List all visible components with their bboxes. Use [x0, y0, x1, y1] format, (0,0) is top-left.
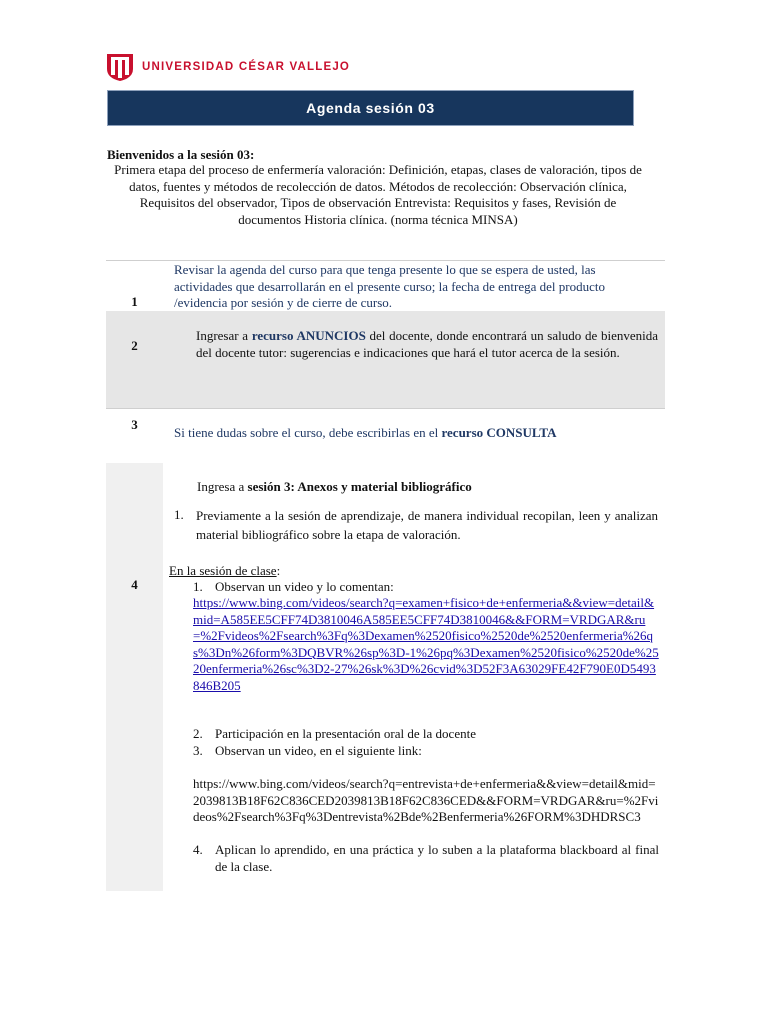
- ucv-shield-icon: [106, 52, 134, 82]
- step-number: 4.: [193, 842, 203, 857]
- step-text: Observan un video y lo comentan:: [215, 579, 394, 594]
- item-text: Previamente a la sesión de aprendizaje, de manera individual recopilan, leen y analizan material bibliográfico sobre la etapa de valoración.: [196, 508, 658, 542]
- step-text: Aplican lo aprendido, en una práctica y lo suben a la plataforma blackboard al final de la clase.: [215, 842, 659, 874]
- step-number: 2.: [193, 726, 203, 741]
- video-link-2[interactable]: https://www.bing.com/videos/search?q=entrevista+de+enfermeria&&view=detail&mid=2039813B18F62C836CED2039813B18F62C836CED&&FORM=VRDGAR&ru=%2Fvideos%2Fsearch%3Fq%3Dentrevista%2Bde%2Benfermeria%26FORM%3DHDRSC3: [193, 776, 659, 824]
- row-2-text-post: del docente, donde encontrará un saludo de bienvenida del docente tutor: sugerencias e indicaciones que hará el tutor acerca de la sesión.: [196, 328, 658, 360]
- step-number: 3.: [193, 743, 203, 758]
- video-link-1[interactable]: https://www.bing.com/videos/search?q=examen+fisico+de+enfermeria&&view=detail&mid=A585EE5CFF74D3810046A585EE5CFF74D3810046&&FORM=VRDGAR&ru=%2Fvideos%2Fsearch%3Fq%3Dexamen%2520fisico%2520de%2520enfermeria%26qs%3Dn%26form%3DQBVR%26sp%3D-1%26pq%3Dexamen%2520fisico%2520de%2520enfermeria%26sc%3D2-27%26sk%3D%26cvid%3D52F3A63029FE42F790E0D5493846B205: [193, 595, 659, 693]
- class-step-2: [193, 726, 663, 743]
- row-3-text-pre: Si tiene dudas sobre el curso, debe escribirlas en el: [174, 425, 442, 440]
- step-text: Participación en la presentación oral de la docente: [215, 726, 476, 741]
- agenda-row-2: [106, 311, 665, 408]
- item-number: 1.: [174, 507, 184, 522]
- welcome-body: Primera etapa del proceso de enfermería valoración: Definición, etapas, clases de valoración, tipos de datos, fuentes y métodos de recolección de datos. Métodos de recolección: Observación clínica, Requisitos del observador, Tipos de observación Entrevista: Requisitos y fases, Revisión de documentos Historia clínica. (norma técnica MINSA): [114, 162, 642, 227]
- row-2-text: [196, 327, 658, 361]
- class-step-1: [193, 579, 663, 596]
- anuncios-link[interactable]: recurso ANUNCIOS: [251, 328, 366, 343]
- class-session-label: [169, 563, 280, 580]
- step-text: Observan un video, en el siguiente link:: [215, 743, 422, 758]
- agenda-row-1: [106, 261, 665, 311]
- anexos-link[interactable]: sesión 3: Anexos y material bibliográfico: [247, 479, 472, 494]
- class-step-4: [193, 842, 659, 875]
- class-session-label-colon: :: [276, 563, 281, 578]
- row-4-intro: [197, 479, 657, 496]
- class-session-label-text: En la sesión de clase: [169, 563, 277, 578]
- row-number: 4: [131, 577, 138, 592]
- row-3-text: [174, 425, 654, 442]
- university-name: UNIVERSIDAD CÉSAR VALLEJO: [142, 61, 351, 73]
- row-4-item-1: [174, 507, 658, 544]
- agenda-row-3: [106, 409, 665, 461]
- agenda-row-4: [106, 463, 665, 891]
- class-step-3: [193, 743, 663, 760]
- row-4-intro-pre: Ingresa a: [197, 479, 248, 494]
- agenda-banner: [107, 90, 634, 126]
- row-number: 2: [131, 338, 138, 353]
- agenda-title: Agenda sesión 03: [306, 100, 435, 116]
- row-2-text-pre: Ingresar a: [196, 328, 252, 343]
- row-1-text: Revisar la agenda del curso para que tenga presente lo que se espera de usted, las actividades que desarrollarán en el presente curso; la fecha de entrega del producto /evidencia por sesión y de cierre de curso.: [174, 262, 605, 310]
- step-number: 1.: [193, 579, 203, 594]
- welcome-title: Bienvenidos a la sesión 03:: [107, 147, 255, 162]
- consulta-link[interactable]: recurso CONSULTA: [441, 425, 557, 440]
- university-logo: [106, 52, 350, 82]
- row-number: 3: [131, 417, 138, 432]
- row-number: 1: [131, 294, 138, 309]
